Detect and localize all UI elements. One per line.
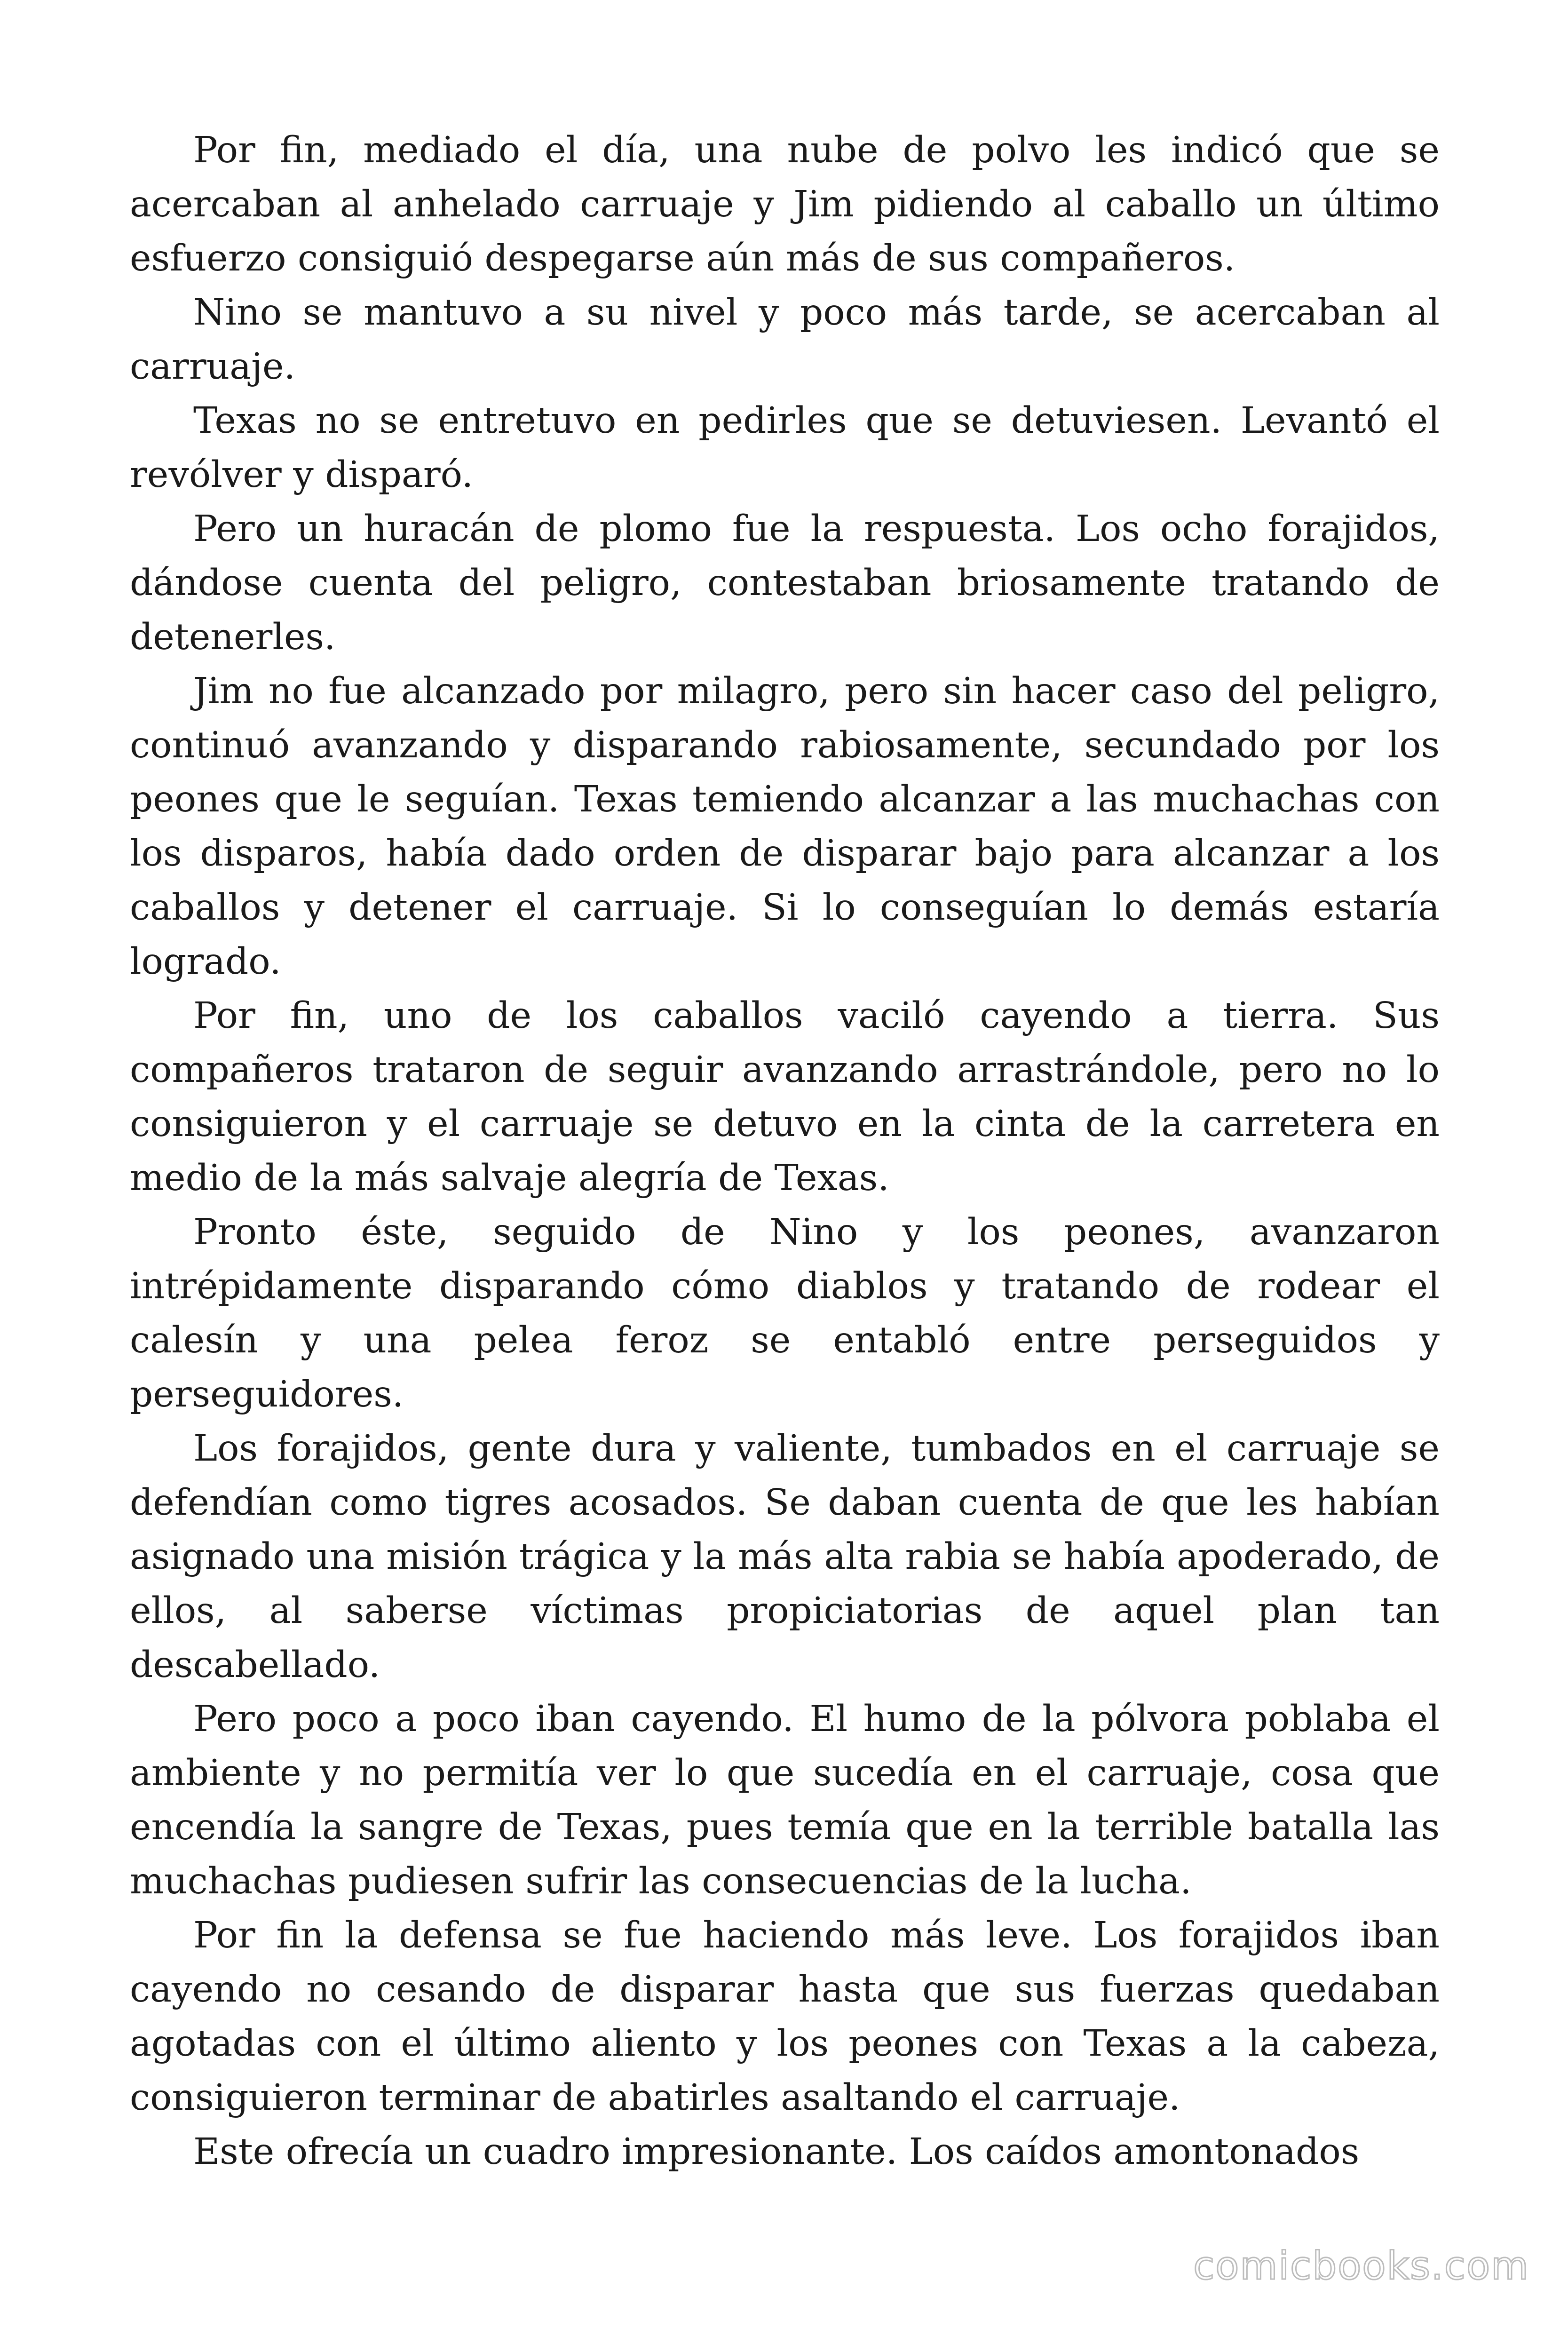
paragraph-6: Por fin, uno de los caballos vaciló cayendo a tierra. Sus compañeros trataron de seguir avanzando arrastrándole, pero no lo consiguieron y el carruaje se detuvo en la cinta de la carretera en medio de la más salvaje alegría de Texas. <box>130 995 1440 1199</box>
paragraph-1: Por fin, mediado el día, una nube de polvo les indicó que se acercaban al anhelado carruaje y Jim pidiendo al caballo un último esfuerzo consiguió despegarse aún más de sus compañeros. <box>130 129 1440 279</box>
paragraph-11: Este ofrecía un cuadro impresionante. Los caídos amontonados <box>193 2131 1360 2173</box>
paragraph-8: Los forajidos, gente dura y valiente, tumbados en el carruaje se defendían como tigres acosados. Se daban cuenta de que les habían asignado una misión trágica y la más alta rabia se había apoderado, de ellos, al saberse víctimas propiciatorias de aquel plan tan descabellado. <box>130 1428 1440 1686</box>
paragraph-7: Pronto éste, seguido de Nino y los peones, avanzaron intrépidamente disparando cómo diablos y tratando de rodear el calesín y una pelea feroz se entabló entre perseguidos y perseguidores. <box>130 1211 1440 1415</box>
paragraph-2: Nino se mantuvo a su nivel y poco más tarde, se acercaban al carruaje. <box>130 292 1440 388</box>
paragraph-3: Texas no se entretuvo en pedirles que se detuviesen. Levantó el revólver y disparó. <box>130 400 1440 496</box>
body-text <box>130 123 1440 2179</box>
watermark-logo: comicbooks.com <box>1193 2244 1529 2288</box>
paragraph-9: Pero poco a poco iban cayendo. El humo de la pólvora poblaba el ambiente y no permitía ver lo que sucedía en el carruaje, cosa que encendía la sangre de Texas, pues temía que en la terrible batalla las muchachas pudiesen sufrir las consecuencias de la lucha. <box>130 1698 1440 1902</box>
paragraph-4: Pero un huracán de plomo fue la respuesta. Los ocho forajidos, dándose cuenta del peligro, contestaban briosamente tratando de detenerles. <box>130 508 1440 658</box>
paragraph-5: Jim no fue alcanzado por milagro, pero sin hacer caso del peligro, continuó avanzando y disparando rabiosamente, secundado por los peones que le seguían. Texas temiendo alcanzar a las muchachas con los disparos, había dado orden de disparar bajo para alcanzar a los caballos y detener el carruaje. Si lo conseguían lo demás estaría logrado. <box>130 670 1440 983</box>
paragraph-10: Por fin la defensa se fue haciendo más leve. Los forajidos iban cayendo no cesando de disparar hasta que sus fuerzas quedaban agotadas con el último aliento y los peones con Texas a la cabeza, consiguieron terminar de abatirles asaltando el carruaje. <box>130 1915 1440 2119</box>
